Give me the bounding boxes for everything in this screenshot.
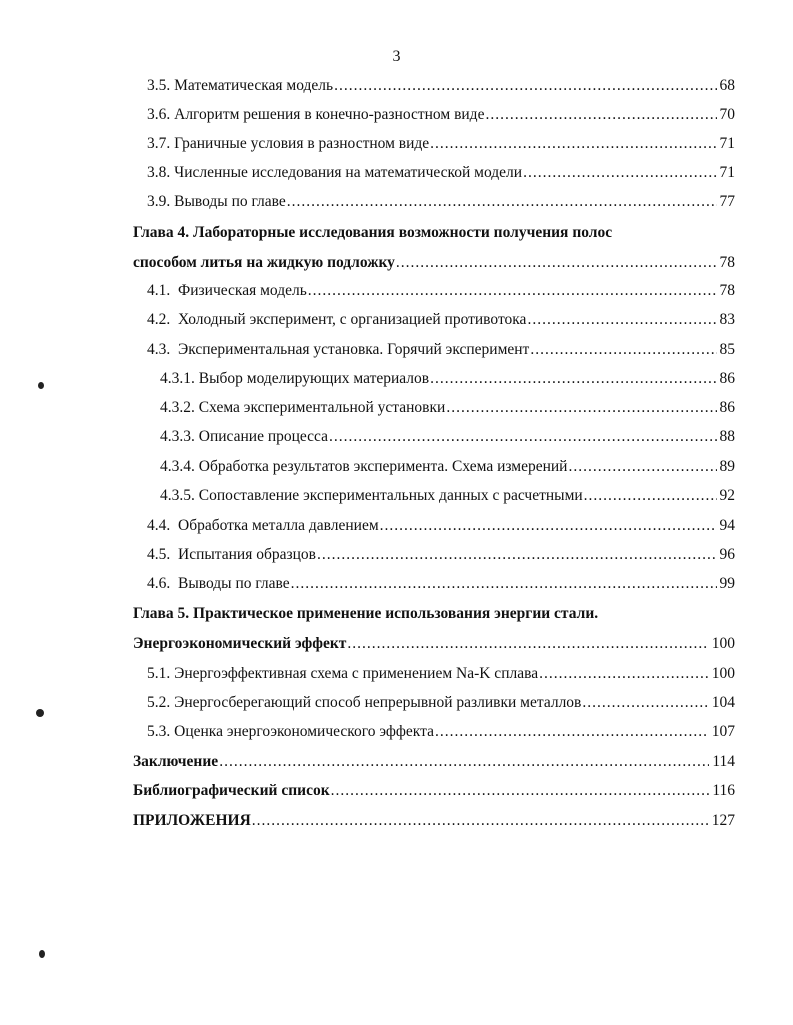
toc-entry-page: 71 — [719, 135, 735, 152]
toc-leader-dots — [331, 781, 710, 801]
page-number: 3 — [392, 48, 401, 65]
toc-entry-4-5[interactable] — [147, 545, 735, 565]
toc-entry-page: 100 — [711, 665, 735, 682]
toc-entry-label: 3.9. Выводы по главе — [147, 193, 286, 210]
toc-entry-4-3-2[interactable] — [160, 398, 735, 418]
toc-entry-page: 78 — [719, 254, 735, 271]
toc-entry-label: 3.5. Математическая модель — [147, 77, 334, 94]
toc-entry-5-1[interactable] — [147, 664, 735, 684]
toc-entry-label: Энергоэкономический эффект — [133, 635, 347, 652]
toc-entry-4-3-4[interactable] — [160, 457, 735, 477]
toc-entry-4-1[interactable] — [147, 281, 735, 301]
toc-entry-page: 71 — [719, 164, 735, 181]
toc-entry-4-2[interactable] — [147, 310, 735, 330]
toc-entry-label: 4.3.4. Обработка результатов эксперимента. Схема измерений — [160, 458, 568, 475]
toc-entry-5-2[interactable] — [147, 693, 735, 713]
toc-entry-page: 70 — [719, 106, 735, 123]
toc-leader-dots — [347, 634, 708, 654]
toc-entry-4-3-3[interactable] — [160, 427, 735, 447]
toc-leader-dots — [523, 163, 716, 183]
toc-entry-label: 4.3.3. Описание процесса — [160, 428, 329, 445]
toc-entry-label: 4.3. Экспериментальная установка. Горячий эксперимент — [147, 341, 530, 358]
toc-entry-page: 68 — [719, 77, 735, 94]
toc-leader-dots — [308, 281, 717, 301]
toc-entry-label: 3.7. Граничные условия в разностном виде — [147, 135, 430, 152]
toc-leader-dots — [530, 340, 716, 360]
toc-entry-page: 116 — [712, 782, 735, 799]
toc-entry-page: 86 — [719, 370, 735, 387]
toc-leader-dots — [252, 811, 709, 831]
toc-entry-3-8[interactable] — [147, 163, 735, 183]
toc-entry-page: 114 — [712, 753, 735, 770]
toc-entry-page: 127 — [711, 812, 735, 829]
toc-leader-dots — [582, 693, 708, 713]
toc-entry-label: способом литья на жидкую подложку — [133, 254, 395, 271]
toc-leader-dots — [527, 310, 716, 330]
toc-entry-page: 99 — [719, 575, 735, 592]
toc-entry-label: Библиографический список — [133, 782, 330, 799]
scan-mark — [39, 950, 45, 958]
toc-entry-chapter-5[interactable] — [133, 634, 735, 654]
toc-entry-label: 4.3.5. Сопоставление экспериментальных данных с расчетными — [160, 487, 583, 504]
toc-entry-4-3-1[interactable] — [160, 369, 735, 389]
toc-leader-dots — [539, 664, 709, 684]
toc-leader-dots — [219, 752, 709, 772]
toc-entry-label: 4.2. Холодный эксперимент, с организацией противотока — [147, 311, 527, 328]
toc-entry-5-3[interactable] — [147, 722, 735, 742]
toc-entry-page: 85 — [719, 341, 735, 358]
toc-leader-dots — [329, 427, 716, 447]
toc-entry-page: 77 — [719, 193, 735, 210]
toc-entry-label: 4.3.2. Схема экспериментальной установки — [160, 399, 446, 416]
toc-entry-label: 3.8. Численные исследования на математической модели — [147, 164, 523, 181]
toc-leader-dots — [380, 516, 717, 536]
toc-leader-dots — [435, 722, 709, 742]
toc-entry-4-6[interactable] — [147, 574, 735, 594]
toc-entry-appendix[interactable] — [133, 811, 735, 831]
toc-entry-page: 100 — [711, 635, 735, 652]
toc-entry-4-3-5[interactable] — [160, 486, 735, 506]
toc-entry-label: Заключение — [133, 753, 219, 770]
chapter-5-heading[interactable]: Глава 5. Практическое применение использования энергии стали. — [133, 605, 599, 622]
toc-leader-dots — [485, 105, 716, 125]
toc-entry-bibliography[interactable] — [133, 781, 735, 801]
toc-leader-dots — [317, 545, 717, 565]
toc-entry-page: 88 — [719, 428, 735, 445]
toc-entry-page: 83 — [719, 311, 735, 328]
toc-entry-page: 78 — [719, 282, 735, 299]
toc-entry-3-7[interactable] — [147, 134, 735, 154]
toc-entry-label: 4.1. Физическая модель — [147, 282, 307, 299]
toc-leader-dots — [396, 253, 717, 273]
toc-entry-label: 4.6. Выводы по главе — [147, 575, 290, 592]
scan-mark — [36, 709, 44, 717]
toc-leader-dots — [430, 134, 716, 154]
toc-entry-page: 107 — [711, 723, 735, 740]
toc-entry-3-5[interactable] — [147, 76, 735, 96]
toc-entry-page: 94 — [719, 517, 735, 534]
toc-leader-dots — [287, 192, 717, 212]
toc-entry-label: 4.4. Обработка металла давлением — [147, 517, 379, 534]
toc-entry-3-6[interactable] — [147, 105, 735, 125]
toc-entry-page: 96 — [719, 546, 735, 563]
toc-leader-dots — [430, 369, 716, 389]
toc-entry-label: 5.3. Оценка энергоэкономического эффекта — [147, 723, 434, 740]
toc-entry-label: 3.6. Алгоритм решения в конечно-разностном виде — [147, 106, 485, 123]
toc-leader-dots — [291, 574, 717, 594]
toc-leader-dots — [334, 76, 716, 96]
toc-entry-page: 92 — [719, 487, 735, 504]
toc-entry-4-4[interactable] — [147, 516, 735, 536]
toc-entry-label: 5.2. Энергосберегающий способ непрерывной разливки металлов — [147, 694, 582, 711]
scan-mark — [38, 382, 44, 389]
toc-entry-page: 86 — [719, 399, 735, 416]
toc-entry-3-9[interactable] — [147, 192, 735, 212]
toc-entry-4-3[interactable] — [147, 340, 735, 360]
toc-entry-chapter-4[interactable] — [133, 253, 735, 273]
chapter-4-heading[interactable]: Глава 4. Лабораторные исследования возможности получения полос — [133, 224, 613, 241]
toc-entry-label: ПРИЛОЖЕНИЯ — [133, 812, 251, 829]
toc-leader-dots — [568, 457, 716, 477]
toc-entry-label: 4.3.1. Выбор моделирующих материалов — [160, 370, 430, 387]
toc-entry-label: 4.5. Испытания образцов — [147, 546, 316, 563]
toc-leader-dots — [446, 398, 716, 418]
toc-entry-conclusion[interactable] — [133, 752, 735, 772]
toc-entry-page: 89 — [719, 458, 735, 475]
toc-leader-dots — [584, 486, 717, 506]
toc-entry-label: 5.1. Энергоэффективная схема с применением Na-K сплава — [147, 665, 539, 682]
toc-entry-page: 104 — [711, 694, 735, 711]
